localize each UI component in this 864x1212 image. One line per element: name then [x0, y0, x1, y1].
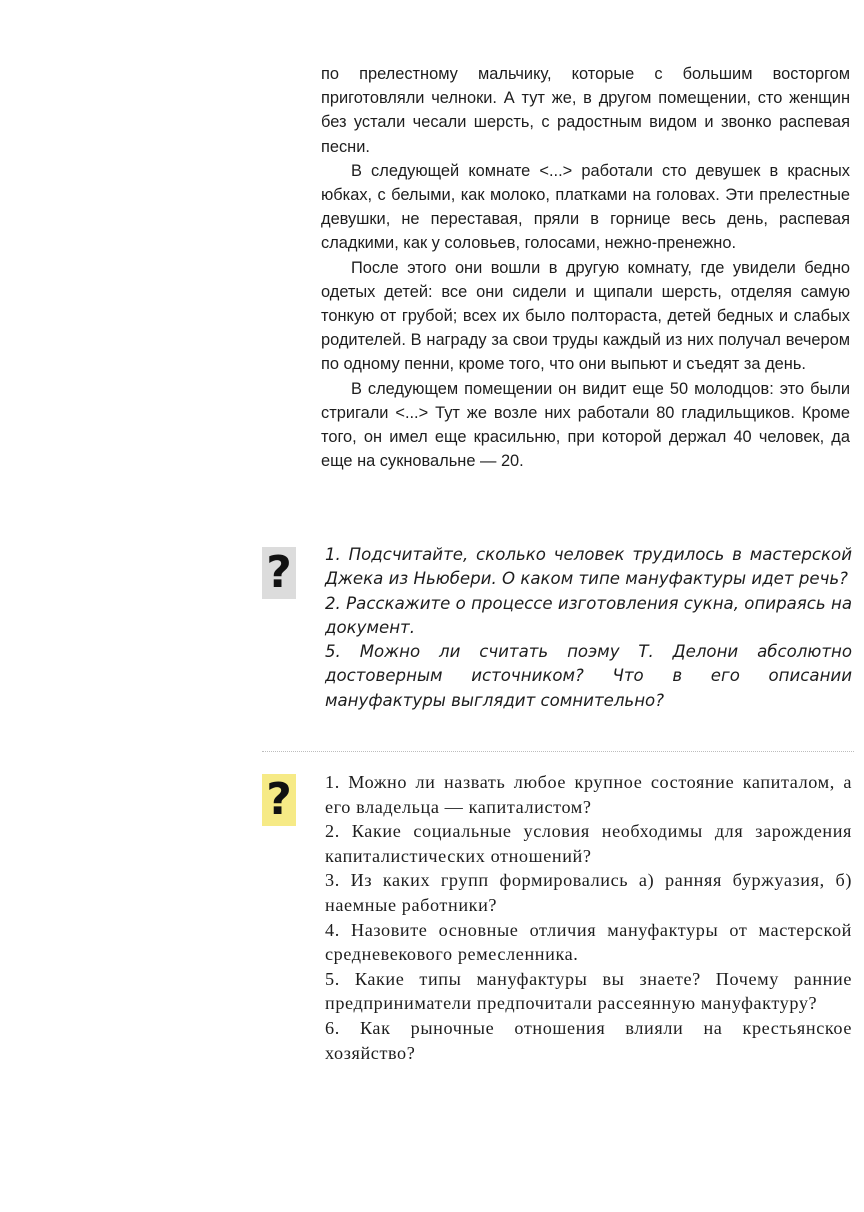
- document-excerpt: [321, 62, 850, 473]
- excerpt-paragraph: по прелестному мальчику, которые с большим восторгом приготовляли челноки. А тут же, в другом помещении, сто женщин без устали чесали шерсть, с радостным видом и звонко распевая песни.: [321, 65, 850, 156]
- question-item: 2. Какие социальные условия необходимы для зарождения капиталистических отношений?: [325, 821, 852, 866]
- question-item: 5. Можно ли считать поэму Т. Делони абсолютно достоверным источником? Что в его описании мануфактуры выглядит сомнительно?: [325, 642, 852, 710]
- question-item: 1. Подсчитайте, сколько человек трудилось в мастерской Джека из Ньюбери. О каком типе мануфактуры идет речь?: [325, 545, 852, 589]
- question-item: 3. Из каких групп формировались а) ранняя буржуазия, б) наемные работники?: [325, 870, 852, 915]
- excerpt-paragraph: После этого они вошли в другую комнату, где увидели бедно одетых детей: все они сидели и щипали шерсть, отделяя самую тонкую от грубой; всех их было полтораста, детей бедных и слабых родителей. В награду за свои труды каждый из них получал вечером по одному пенни, кроме того, что они выпьют и съедят за день.: [321, 258, 850, 374]
- question-mark-icon: ?: [262, 547, 296, 599]
- excerpt-paragraph: В следующем помещении он видит еще 50 молодцов: это были стригали <...> Тут же возле них работали 80 гладильщиков. Кроме того, он имел еще красильню, при которой держал 40 человек, да еще на сукновальне — 20.: [321, 379, 850, 471]
- question-item: 4. Назовите основные отличия мануфактуры от мастерской средневекового ремесленника.: [325, 919, 852, 965]
- question-item: 2. Расскажите о процессе изготовления сукна, опираясь на документ.: [325, 593, 852, 637]
- section-divider: [262, 751, 854, 752]
- question-mark-icon: ?: [262, 774, 296, 826]
- excerpt-paragraph: В следующей комнате <...> работали сто девушек в красных юбках, с белыми, как молоко, платками на головах. Эти прелестные девушки, не переставая, пряли в горнице весь день, распевая сладкими, как у соловьев, голосами, нежно-пренежно.: [321, 161, 850, 253]
- question-item: 6. Как рыночные отношения влияли на крестьянское хозяйство?: [325, 1017, 852, 1063]
- question-item: 1. Можно ли назвать любое крупное состояние капиталом, а его владельца — капиталистом?: [325, 772, 852, 817]
- paragraph-questions-list: [325, 770, 852, 1065]
- question-item: 5. Какие типы мануфактуры вы знаете? Почему ранние предприниматели предпочитали рассеянную мануфактуру?: [325, 968, 852, 1014]
- document-questions-list: [325, 543, 852, 713]
